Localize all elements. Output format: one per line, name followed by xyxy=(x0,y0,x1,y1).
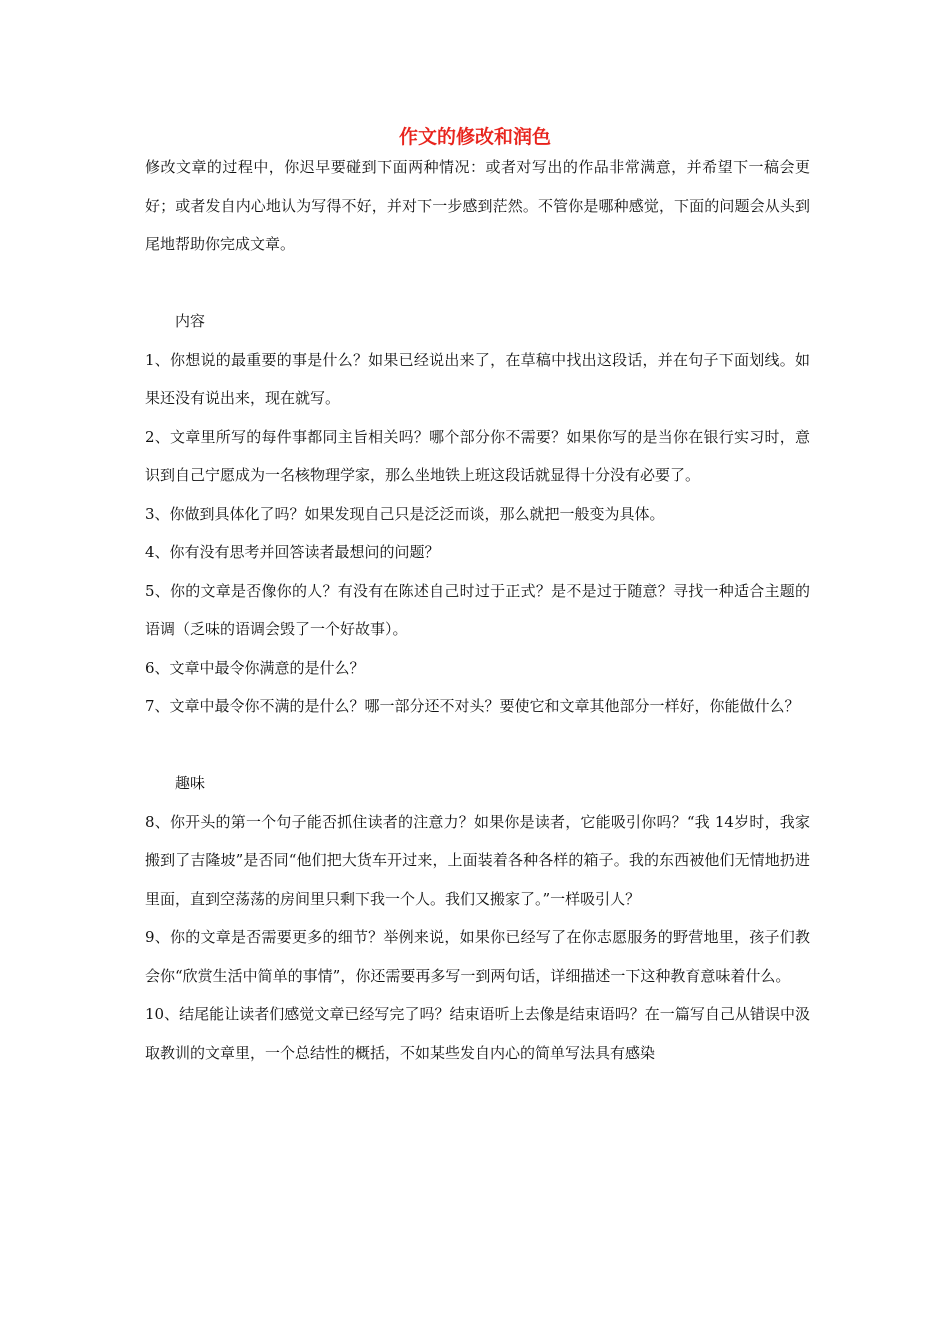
section-heading-interest: 趣味 xyxy=(175,774,206,792)
section-gap xyxy=(145,264,810,303)
question-item-4: 4、你有没有思考并回答读者最想问的问题？ xyxy=(145,543,440,561)
question-item-7: 7、文章中最令你不满的是什么？哪一部分还不对头？要使它和文章其他部分一样好，你能做什么？ xyxy=(145,697,800,715)
document-title: 作文的修改和润色 xyxy=(398,126,551,148)
question-item-9: 9、你的文章是否需要更多的细节？举例来说，如果你已经写了在你志愿服务的野营地里，孩子们教会你“欣赏生活中简单的事情”，你还需要再多写一到两句话，详细描述一下这种教育意味着什么。 xyxy=(145,928,810,985)
question-item-10: 10、结尾能让读者们感觉文章已经写完了吗？结束语听上去像是结束语吗？在一篇写自己从错误中汲取教训的文章里，一个总结性的概括，不如某些发自内心的简单写法具有感染 xyxy=(145,1005,810,1062)
question-item-5: 5、你的文章是否像你的人？有没有在陈述自己时过于正式？是不是过于随意？寻找一种适合主题的语调（乏味的语调会毁了一个好故事）。 xyxy=(145,581,810,638)
section-heading-content: 内容 xyxy=(175,312,206,330)
question-item-3: 3、你做到具体化了吗？如果发现自己只是泛泛而谈，那么就把一般变为具体。 xyxy=(145,504,665,523)
intro-paragraph: 修改文章的过程中，你迟早要碰到下面两种情况：或者对写出的作品非常满意，并希望下一稿会更好；或者发自内心地认为写得不好，并对下一步感到茫然。不管你是哪种感觉，下面的问题会从头到尾地帮助你完成文章。 xyxy=(145,158,810,253)
document-body xyxy=(145,148,810,1072)
question-item-1: 1、你想说的最重要的事是什么？如果已经说出来了，在草稿中找出这段话，并在句子下面划线。如果还没有说出来，现在就写。 xyxy=(145,350,810,407)
question-item-8: 8、你开头的第一个句子能否抓住读者的注意力？如果你是读者，它能吸引你吗？“我 14岁时，我家搬到了吉隆坡”是否同“他们把大货车开过来，上面装着各种各样的箱子。我的东西被他们无情地扔进里面，直到空荡荡的房间里只剩下我一个人。我们又搬家了。”一样吸引人？ xyxy=(145,812,810,908)
question-item-6: 6、文章中最令你满意的是什么？ xyxy=(145,658,365,677)
question-item-2: 2、文章里所写的每件事都同主旨相关吗？哪个部分你不需要？如果你写的是当你在银行实习时，意识到自己宁愿成为一名核物理学家，那么坐地铁上班这段话就显得十分没有必要了。 xyxy=(145,427,810,484)
section-gap xyxy=(145,726,810,765)
